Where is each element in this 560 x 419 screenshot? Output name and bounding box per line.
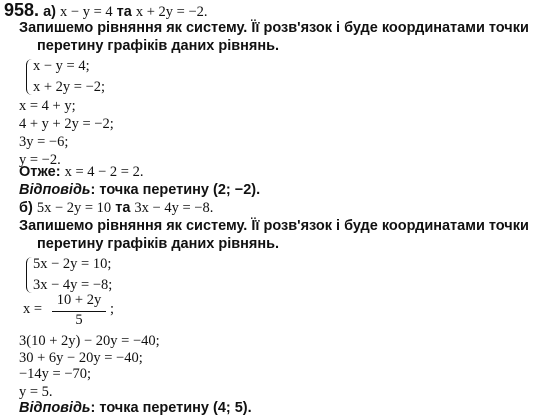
part-a-system-eq-1: x − y = 4; [33, 58, 90, 74]
answer-label: Відповідь [19, 400, 91, 416]
problem-header-b [19, 200, 213, 217]
part-b-fraction-lhs: x = [23, 301, 43, 317]
part-b-fraction-denominator: 5 [75, 312, 83, 328]
part-a-joiner: та [116, 4, 132, 20]
part-a-system-brace [26, 59, 32, 95]
answer-text: : точка перетину (4; 5). [90, 400, 252, 416]
part-a-equation-1: x − y = 4 [60, 4, 113, 20]
part-b-answer [19, 400, 252, 417]
part-b-system-eq-2: 3x − 4y = −8; [33, 277, 113, 293]
part-b-intro-line-2: перетину графіків даних рівнянь. [37, 236, 280, 252]
part-a-step-1: x = 4 + y; [19, 98, 76, 114]
part-b-fraction-end: ; [110, 301, 115, 317]
answer-label: Відповідь [19, 182, 91, 198]
part-a-intro-line-1: Запишемо рівняння як систему. Її розв'язок і буде координатами точки [19, 20, 529, 36]
part-b-step-1: 3(10 + 2y) − 20y = −40; [19, 333, 160, 349]
part-b-joiner: та [115, 200, 131, 216]
part-a-intro-line-2: перетину графіків даних рівнянь. [37, 38, 280, 54]
part-a-system-eq-2: x + 2y = −2; [33, 79, 106, 95]
therefore-word: Отже: [19, 164, 61, 180]
part-b-system-eq-1: 5x − 2y = 10; [33, 256, 112, 272]
part-b-intro-line-1: Запишемо рівняння як систему. Її розв'язок і буде координатами точки [19, 218, 529, 234]
part-a-step-3: 3y = −6; [19, 134, 69, 150]
part-a-step-2: 4 + y + 2y = −2; [19, 116, 114, 132]
part-b-step-2: 30 + 6y − 20y = −40; [19, 350, 143, 366]
part-a-equation-2: x + 2y = −2. [135, 4, 208, 20]
part-b-equation-1: 5x − 2y = 10 [36, 200, 112, 216]
part-b-system-brace [26, 257, 32, 293]
part-a-step-4: y = −2. [19, 152, 61, 168]
part-b-step-3: −14y = −70; [19, 366, 92, 382]
part-a-therefore [19, 164, 144, 181]
part-b-label: б) [19, 200, 33, 216]
part-b-step-4: y = 5. [19, 384, 53, 400]
part-a-label: а) [43, 4, 56, 20]
part-a-answer [19, 182, 260, 199]
problem-number: 958. [4, 0, 40, 20]
problem-header-a [4, 2, 208, 21]
part-b-equation-2: 3x − 4y = −8. [134, 200, 214, 216]
part-b-fraction-numerator: 10 + 2y [56, 292, 102, 308]
answer-text: : точка перетину (2; −2). [90, 182, 261, 198]
therefore-expression: x = 4 − 2 = 2. [64, 164, 144, 180]
